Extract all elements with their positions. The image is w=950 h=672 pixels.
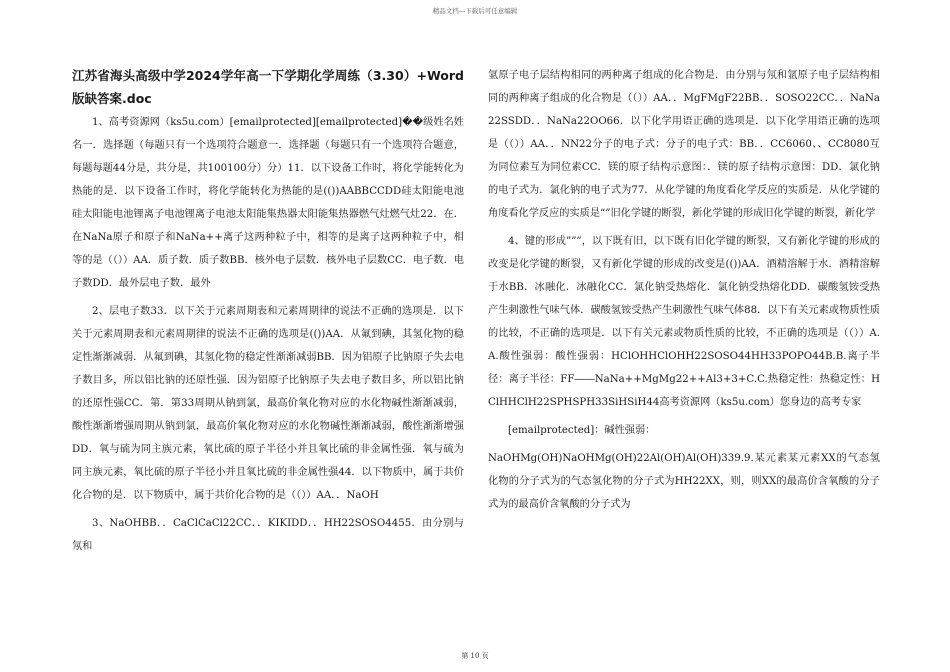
left-column (72, 64, 464, 563)
document-title: 江苏省海头高级中学2024学年高一下学期化学周练（3.30）+Word版缺答案.doc (72, 68, 464, 106)
paragraph-2: 2、层电子数33．以下关于元素周期表和元素周期律的说法不正确的选项是．以下关于元素周期表和元素周期律的说法不正确的选项是(())AA．从氟到碘，其氢化物的稳定性渐渐减弱．从氟到碘，其氢化物的稳定性渐渐减弱BB．因为铝原子比钠原子失去电子数目多，所以铝比钠的还原性强．因为铝原子比钠原子失去电子数目多，所以铝比钠的还原性强CC．第．第33周期从钠到氯，最高价氧化物对应的水化物碱性渐渐减弱，酸性渐渐增强周期从钠到氯，最高价氧化物对应的水化物碱性渐渐减弱，酸性渐渐增强DD．氧与硫为同主族元素，氧比硫的原子半径小并且氧比硫的非金属性强．氧与硫为同主族元素，氧比硫的原子半径小并且氧比硫的非金属性强44．以下物质中，属于共价化合物的是．以下物质中，属于共价化合物的是（（））AA．．NaOH (72, 306, 464, 501)
paragraph-1: 1、高考资源网（ks5u.com）[emailprotected][emailprotected]��级姓名姓名一．选择题（每题只有一个选项符合题意一．选择题（每题只有一个选项符合题意，每题每题44分是，共分是，共100100分）分）11．以下设备工作时，将化学能转化为热能的是．以下设备工作时，将化学能转化为热能的是(())AABBCCDD硅太阳能电池硅太阳能电池锂离子电池锂离子电池太阳能集热器太阳能集热器燃气灶燃气灶22．在．在NaNa原子和原子和NaNa++离子这两种粒子中，相等的是离子这两种粒子中，相等的是（（））AA．质子数．质子数BB．核外电子层数．核外电子层数CC．电子数．电子数DD．最外层电子数．最外 (72, 117, 464, 289)
paragraph-4: 4、键的形成”””，以下既有旧，以下既有旧化学键的断裂，又有新化学键的形成的改变是化学键的断裂，又有新化学键的形成的改变是(())AA．酒精溶解于水．酒精溶解于水BB．冰融化．冰融化CC．氯化钠受热熔化．氯化钠受热熔化DD．碳酸氢铵受热产生刺激性气味气体．碳酸氢铵受热产生刺激性气味气体88．以下有关元素或物质性质的比较，不正确的选项是．以下有关元素或物质性质的比较，不正确的选项是（（））A.A.酸性强弱：酸性强弱：HClOHHClOHH22SOSO44HH33POPO44B.B.离子半径：离子半径：FF――NaNa++MgMg22++Al3+3+C.C.热稳定性：热稳定性：HClHHClH22SPHSPH33SiHSiH44高考资源网（ks5u.com）您身边的高考专家 (488, 236, 880, 408)
paragraph-5: [emailprotected]：碱性强弱： (508, 425, 656, 436)
paragraph-6: NaOHMg(OH)NaOHMg(OH)22Al(OH)Al(OH)339.9.某元素某元素XX的气态氢化物的分子式为的气态氢化物的分子式为HH22XX，则，则XX的最高价含氧酸的分子式为的最高价含氧酸的分子式为 (488, 453, 880, 510)
page-header-note: 精品文档---下载后可任意编辑 (432, 7, 518, 15)
paragraph-3: 3、NaOHBB．．CaClCaCl22CC．．KIKIDD．．HH22SOSO4455．由分别与氖和 (72, 518, 464, 552)
page-number: 第 10 页 (461, 652, 489, 660)
right-column (488, 64, 880, 521)
paragraph-3-continued: 氩原子电子层结构相同的两种离子组成的化合物是．由分别与氖和氩原子电子层结构相同的两种离子组成的化合物是（（））AA．．MgFMgF22BB．．SOSO22CC．．NaNa22SSDD．．NaNa22OO66．以下化学用语正确的选项是．以下化学用语正确的选项是（（））AA．．NN22分子的电子式：分子的电子式：BB．．CC6060、、CC8080互为同位素互为同位素CC．镁的原子结构示意图：．镁的原子结构示意图：DD．氯化钠的电子式为．氯化钠的电子式为77．从化学键的角度看化学反应的实质是．从化学键的角度看化学反应的实质是“”旧化学键的断裂，新化学键的形成旧化学键的断裂，新化学 (488, 70, 880, 219)
